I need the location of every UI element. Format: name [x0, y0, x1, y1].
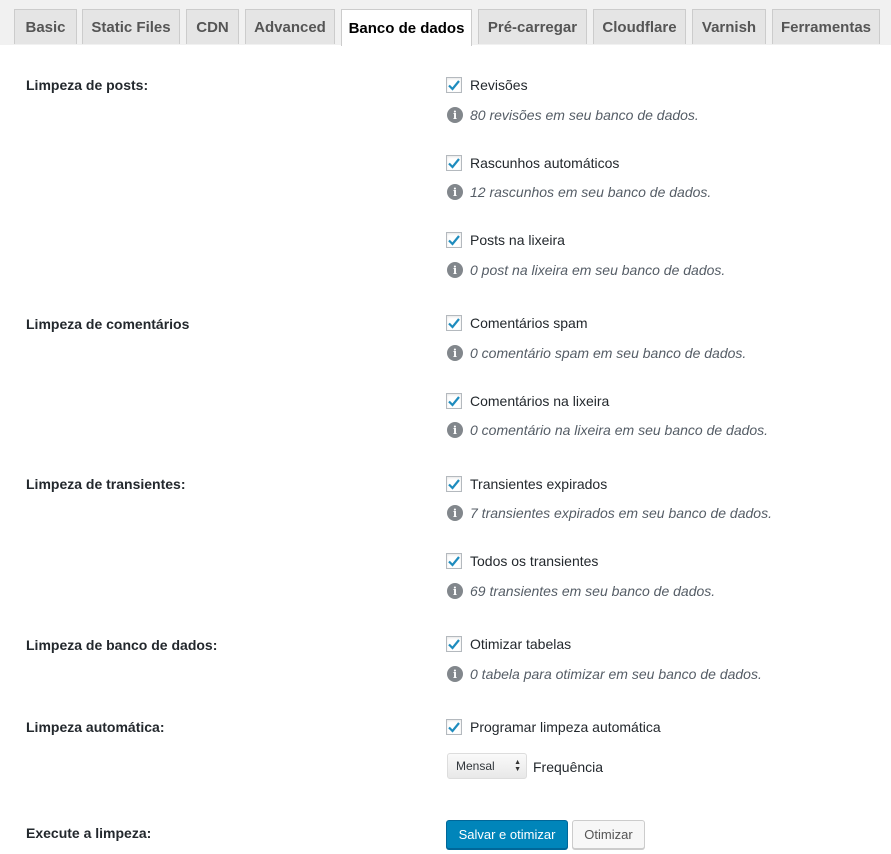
info-icon: i — [447, 583, 463, 599]
save-and-optimize-button[interactable]: Salvar e otimizar — [446, 820, 568, 849]
checkmark-icon — [447, 477, 461, 491]
trashed-posts-option[interactable] — [446, 231, 565, 249]
trashed-comments-option[interactable] — [446, 392, 609, 410]
settings-tabs — [0, 0, 891, 46]
checkmark-icon — [447, 78, 461, 92]
schedule-cleanup-label: Programar limpeza automática — [470, 719, 661, 735]
optimize-tables-description-text: 0 tabela para otimizar em seu banco de dados. — [470, 666, 762, 682]
section-label-transients: Limpeza de transientes: — [26, 476, 186, 492]
info-icon: i — [447, 505, 463, 521]
checkmark-icon — [447, 156, 461, 170]
revisions-description — [447, 106, 699, 124]
spam-comments-checkbox[interactable] — [446, 315, 462, 331]
all-transients-description — [447, 582, 715, 600]
trashed-comments-label: Comentários na lixeira — [470, 393, 610, 409]
expired-transients-description-text: 7 transientes expirados em seu banco de dados. — [470, 505, 772, 521]
section-label-run: Execute a limpeza: — [26, 825, 152, 841]
tab-banco-de-dados[interactable]: Banco de dados — [341, 9, 472, 46]
all-transients-checkbox[interactable] — [446, 553, 462, 569]
checkmark-icon — [447, 554, 461, 568]
optimize-tables-description — [447, 665, 762, 683]
tab-pre-carregar[interactable]: Pré-carregar — [478, 9, 587, 44]
optimize-button[interactable]: Otimizar — [572, 820, 645, 849]
trashed-comments-description-text: 0 comentário na lixeira em seu banco de dados. — [470, 422, 769, 438]
checkmark-icon — [447, 637, 461, 651]
revisions-option[interactable] — [446, 76, 528, 94]
schedule-cleanup-option[interactable] — [446, 718, 661, 736]
info-icon: i — [447, 666, 463, 682]
tab-advanced[interactable]: Advanced — [245, 9, 335, 44]
tab-static-files[interactable]: Static Files — [82, 9, 180, 44]
tab-cdn[interactable]: CDN — [186, 9, 239, 44]
trashed-posts-checkbox[interactable] — [446, 232, 462, 248]
info-icon: i — [447, 345, 463, 361]
spam-comments-label: Comentários spam — [470, 315, 588, 331]
optimize-tables-option[interactable] — [446, 635, 571, 653]
autodrafts-label: Rascunhos automáticos — [470, 155, 620, 171]
section-label-comments: Limpeza de comentários — [26, 316, 190, 332]
spam-comments-description-text: 0 comentário spam em seu banco de dados. — [470, 345, 747, 361]
spam-comments-description — [447, 344, 746, 362]
trashed-comments-description — [447, 421, 768, 439]
spam-comments-option[interactable] — [446, 314, 588, 332]
all-transients-option[interactable] — [446, 552, 598, 570]
select-arrows-icon: ▲ ▼ — [514, 759, 521, 773]
checkmark-icon — [447, 233, 461, 247]
info-icon: i — [447, 184, 463, 200]
expired-transients-option[interactable] — [446, 475, 607, 493]
trashed-posts-description-text: 0 post na lixeira em seu banco de dados. — [470, 262, 726, 278]
section-label-database: Limpeza de banco de dados: — [26, 637, 218, 653]
checkmark-icon — [447, 316, 461, 330]
checkmark-icon — [447, 720, 461, 734]
schedule-cleanup-checkbox[interactable] — [446, 719, 462, 735]
info-icon: i — [447, 107, 463, 123]
all-transients-description-text: 69 transientes em seu banco de dados. — [470, 583, 716, 599]
info-icon: i — [447, 262, 463, 278]
trashed-comments-checkbox[interactable] — [446, 393, 462, 409]
revisions-description-text: 80 revisões em seu banco de dados. — [470, 107, 699, 123]
optimize-tables-checkbox[interactable] — [446, 636, 462, 652]
trashed-posts-description — [447, 261, 725, 279]
info-icon: i — [447, 422, 463, 438]
section-label-posts: Limpeza de posts: — [26, 77, 149, 93]
section-label-auto: Limpeza automática: — [26, 719, 165, 735]
frequency-selected-value: Mensal — [456, 759, 495, 773]
revisions-label: Revisões — [470, 77, 528, 93]
trashed-posts-label: Posts na lixeira — [470, 232, 565, 248]
frequency-select[interactable] — [447, 753, 527, 779]
expired-transients-label: Transientes expirados — [470, 476, 608, 492]
autodrafts-option[interactable] — [446, 154, 619, 172]
autodrafts-description — [447, 183, 711, 201]
revisions-checkbox[interactable] — [446, 77, 462, 93]
autodrafts-checkbox[interactable] — [446, 155, 462, 171]
tab-varnish[interactable]: Varnish — [692, 9, 766, 44]
tab-ferramentas[interactable]: Ferramentas — [772, 9, 880, 44]
checkmark-icon — [447, 394, 461, 408]
tab-cloudflare[interactable]: Cloudflare — [593, 9, 686, 44]
expired-transients-checkbox[interactable] — [446, 476, 462, 492]
autodrafts-description-text: 12 rascunhos em seu banco de dados. — [470, 184, 712, 200]
all-transients-label: Todos os transientes — [470, 553, 599, 569]
tab-basic[interactable]: Basic — [14, 9, 77, 44]
optimize-tables-label: Otimizar tabelas — [470, 636, 572, 652]
expired-transients-description — [447, 504, 772, 522]
frequency-caption: Frequência — [533, 759, 604, 775]
